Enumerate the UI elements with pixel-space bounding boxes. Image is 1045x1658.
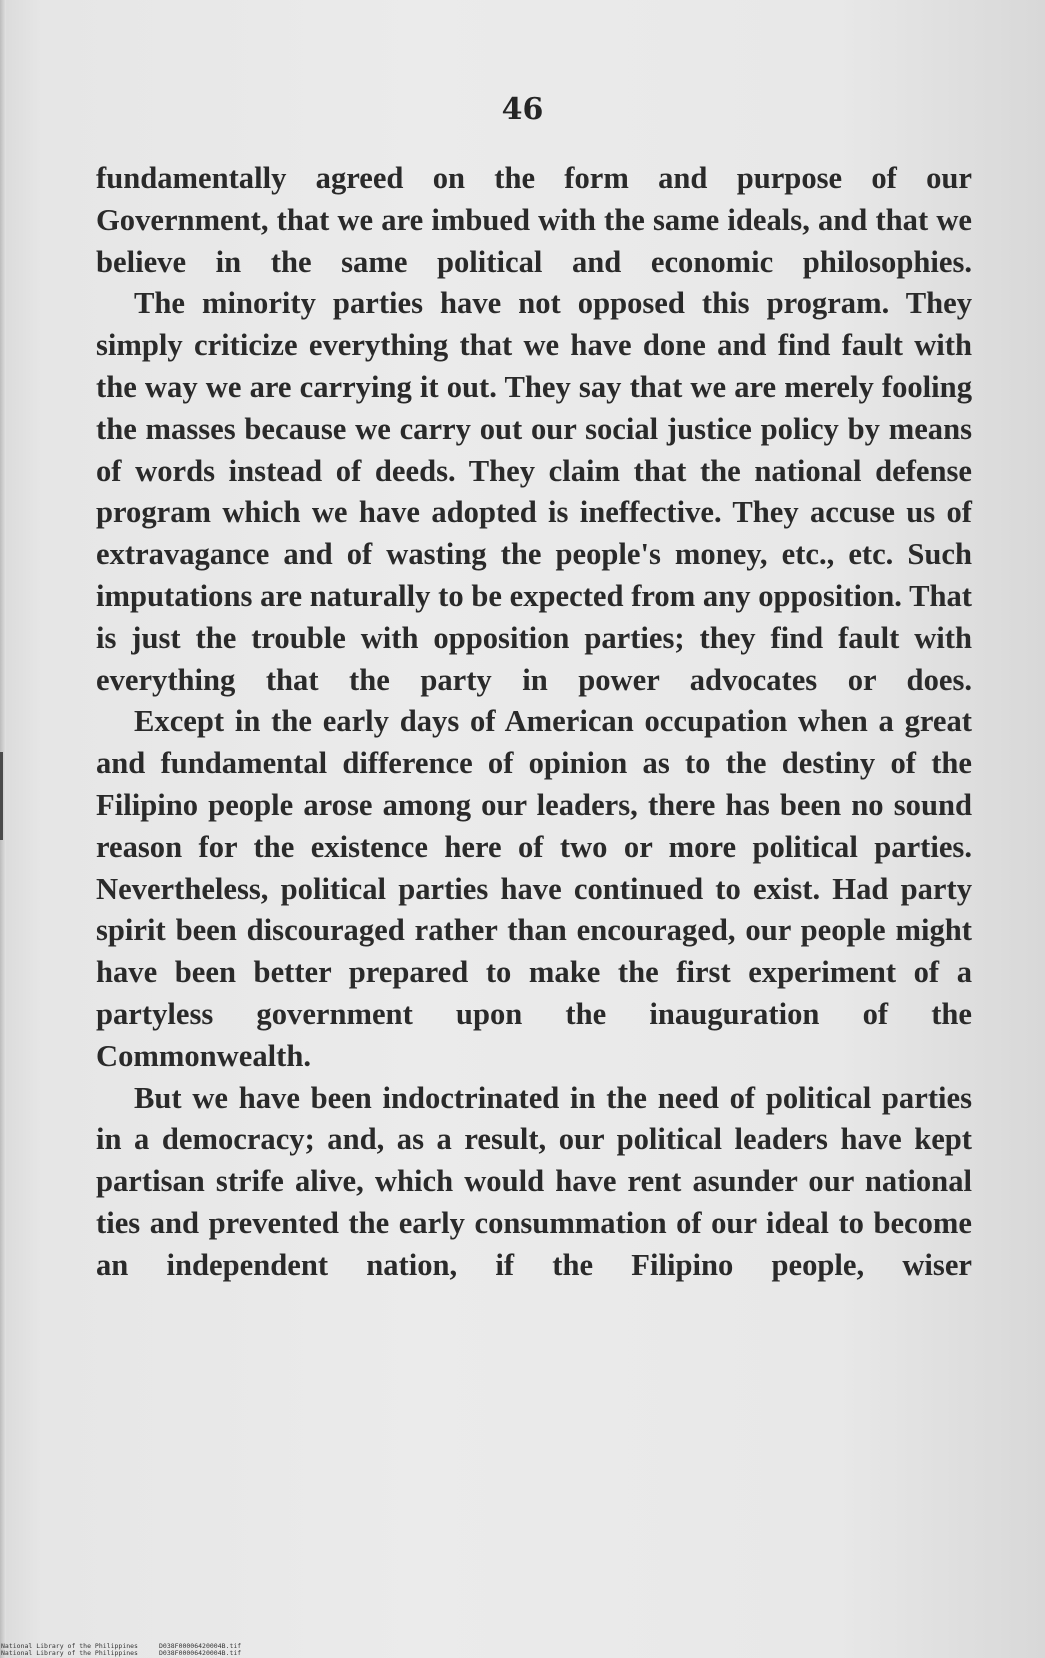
footer-library-1: National Library of the Philippines (1, 1642, 138, 1650)
footer-line-2 (1, 1650, 241, 1657)
footer-file-2: D038F00006420004B.tif (159, 1649, 242, 1657)
footer-library-2: National Library of the Philippines (1, 1649, 138, 1657)
page-edge-mark (0, 752, 3, 840)
body-text (96, 158, 972, 1287)
paragraph-4: But we have been indoctrinated in the need of political parties in a democracy; and, as a result, our political leaders have kept partisan strife alive, which would have rent asunder our national ties and prevented the early consummation of our ideal to become an independent nation, if the Filipino people, wiser (96, 1080, 972, 1282)
paragraph-2: The minority parties have not opposed this program. They simply criticize everything that we have done and find fault with the way we are carrying it out. They say that we are merely fooling the masses because we carry out our social justice policy by means of words instead of deeds. They claim that the national defense program which we have adopted is ineffective. They accuse us of extravagance and of wasting the people's money, etc., etc. Such imputations are naturally to be expected from any opposition. That is just the trouble with opposition parties; they find fault with everything that the party in power advocates or does. (96, 286, 972, 697)
page-number: 46 (501, 92, 544, 127)
footer-file-1: D038F00006420004B.tif (159, 1642, 242, 1650)
scan-footer (1, 1643, 241, 1657)
paragraph-3: Except in the early days of American occupation when a great and fundamental difference of opinion as to the destiny of the Filipino people arose among our leaders, there has been no sound reason for the existence here of two or more political parties. Nevertheless, political parties have continued to exist. Had party spirit been discouraged rather than encouraged, our people might have been better prepared to make the first experiment of a partyless government upon the inauguration of the Commonwealth. (96, 704, 972, 1073)
paragraph-1: fundamentally agreed on the form and purpose of our Government, that we are imbued with the same ideals, and that we believe in the same political and economic philosophies. (96, 161, 972, 279)
